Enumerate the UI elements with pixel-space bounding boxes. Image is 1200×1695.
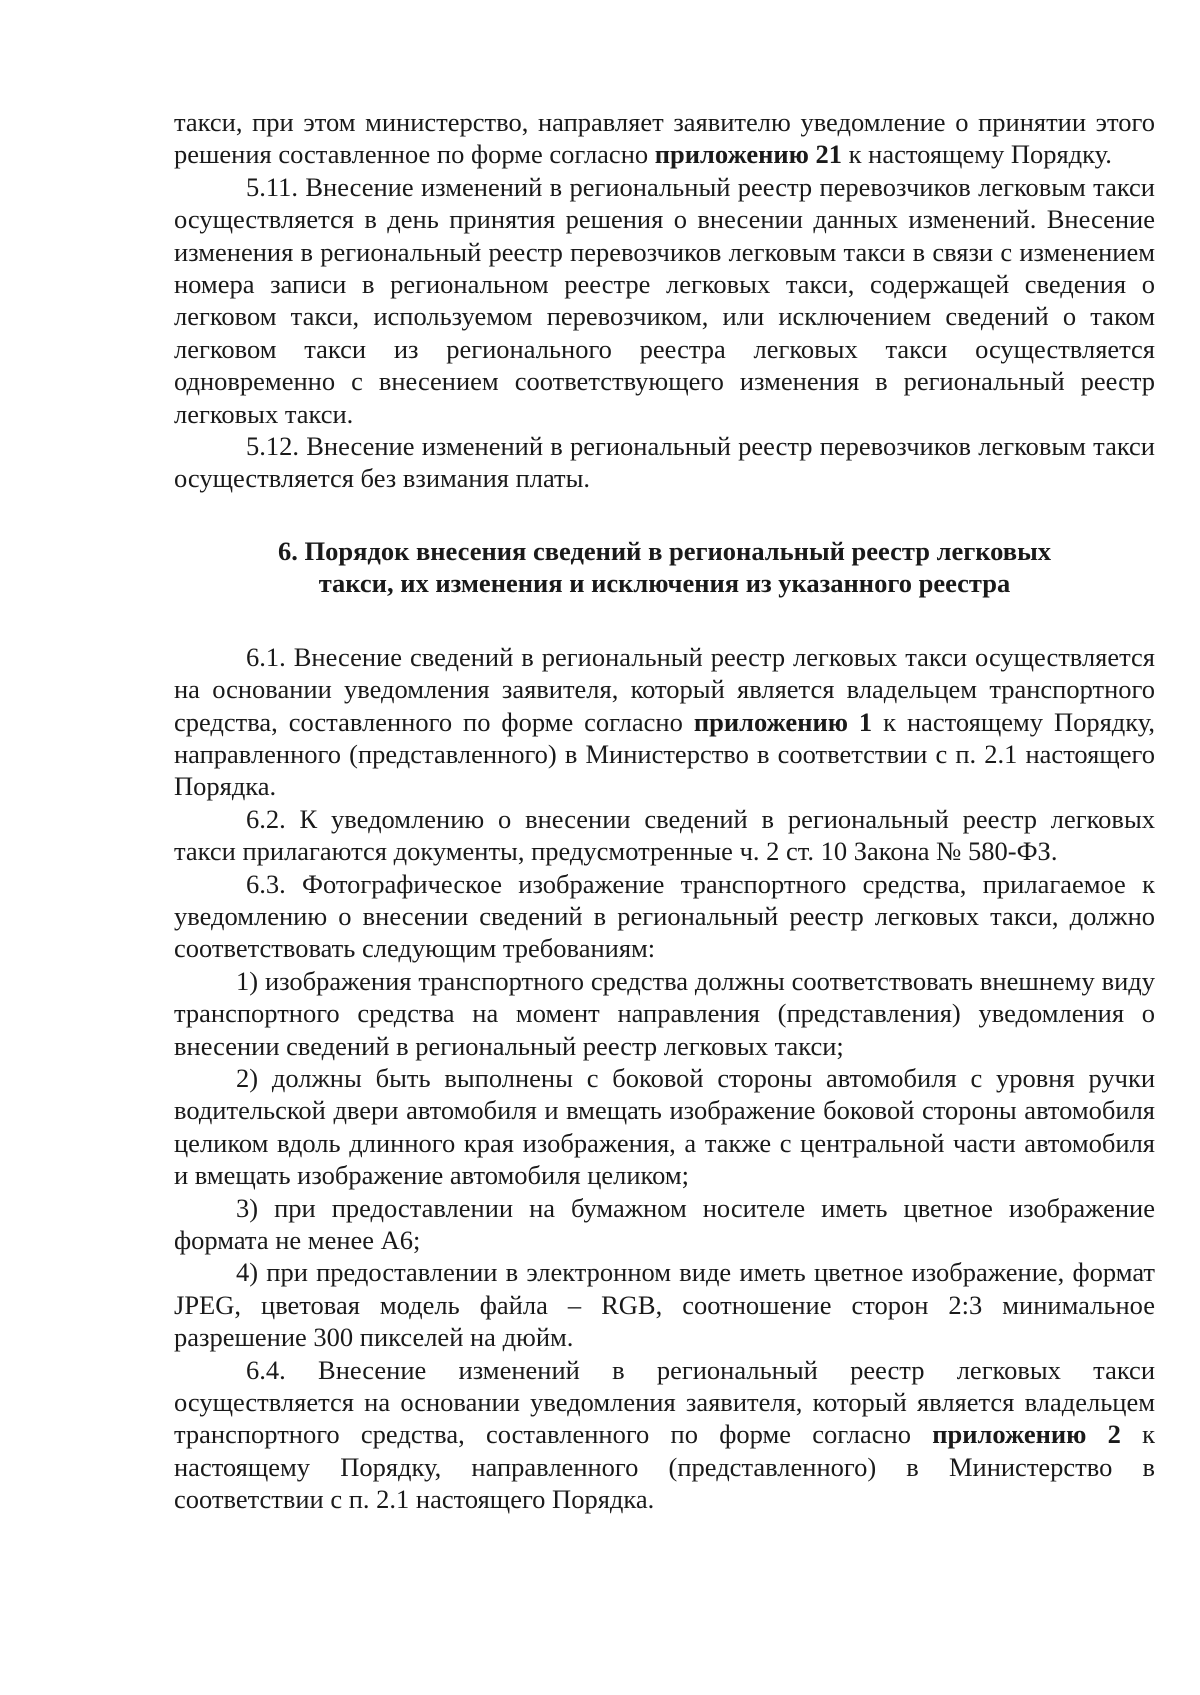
paragraph-continuation-tail: к настоящему Порядку. (842, 139, 1112, 170)
paragraph-5-11: 5.11. Внесение изменений в региональный реестр перевозчиков легковым такси осуществляется в день принятия решения о внесении данных изменений. Внесение изменения в региональный реестр перевозчиков легковым такси в связи с изменением номера записи в региональном реестре легковых такси, содержащей сведения о легковом такси, используемом перевозчиком, или исключением сведений о таком легковом такси из регионального реестра легковых такси осуществляется одновременно с внесением соответствующего изменения в региональный реестр легковых такси. (174, 171, 1155, 429)
list-item-3: 3) при предоставлении на бумажном носителе иметь цветное изображение формата не менее А6; (174, 1192, 1155, 1255)
appendix-1-reference: приложению 1 (693, 706, 873, 737)
paragraph-6-4 (174, 1354, 1155, 1516)
appendix-21-reference: приложению 21 (654, 139, 843, 170)
paragraph-6-1 (174, 641, 1155, 803)
paragraph-continuation-text: такси, при этом министерство, направляет заявителю уведомление о принятии этого решения составленное по форме согласно (174, 107, 1155, 170)
appendix-2-reference: приложению 2 (932, 1419, 1121, 1450)
paragraph-6-1-text: 6.1. Внесение сведений в региональный реестр легковых такси осуществляется на основании уведомления заявителя, который является владельцем транспортного средства, составленного по форме согласно (174, 641, 1155, 737)
paragraph-6-3: 6.3. Фотографическое изображение транспортного средства, прилагаемое к уведомлению о внесении сведений в региональный реестр легковых такси, должно соответствовать следующим требованиям: (174, 868, 1155, 964)
list-item-1: 1) изображения транспортного средства должны соответствовать внешнему виду транспортного средства на момент направления (представления) уведомления о внесении сведений в региональный реестр легковых такси; (174, 965, 1155, 1061)
section-6-title-line-2: такси, их изменения и исключения из указанного реестра (318, 568, 1011, 599)
section-6-title-line-1: 6. Порядок внесения сведений в региональный реестр легковых (277, 535, 1052, 566)
paragraph-6-2: 6.2. К уведомлению о внесении сведений в региональный реестр легковых такси прилагаются документы, предусмотренные ч. 2 ст. 10 Закона № 580-ФЗ. (174, 803, 1155, 867)
list-item-2: 2) должны быть выполнены с боковой стороны автомобиля с уровня ручки водительской двери автомобиля и вмещать изображение боковой стороны автомобиля целиком вдоль длинного края изображения, а также с центральной части автомобиля и вмещать изображение автомобиля целиком; (174, 1062, 1155, 1191)
paragraph-6-1-tail: к настоящему Порядку, направленного (представленного) в Министерство в соответствии с п. 2.1 настоящего Порядка. (174, 706, 1156, 802)
paragraph-6-4-tail: к настоящему Порядку, направленного (представленного) в Министерство в соответствии с п. 2.1 настоящего Порядка. (174, 1419, 1156, 1515)
paragraph-5-12: 5.12. Внесение изменений в региональный реестр перевозчиков легковым такси осуществляется без взимания платы. (174, 431, 1155, 494)
list-item-4: 4) при предоставлении в электронном виде иметь цветное изображение, формат JPEG, цветовая модель файла – RGB, соотношение сторон 2:3 минимальное разрешение 300 пикселей на дюйм. (174, 1257, 1155, 1353)
paragraph-6-4-text: 6.4. Внесение изменений в региональный реестр легковых такси осуществляется на основании уведомления заявителя, который является владельцем транспортного средства, составленного по форме согласно (174, 1354, 1155, 1450)
section-6-heading (174, 535, 1155, 600)
paragraph-continuation (174, 106, 1155, 171)
